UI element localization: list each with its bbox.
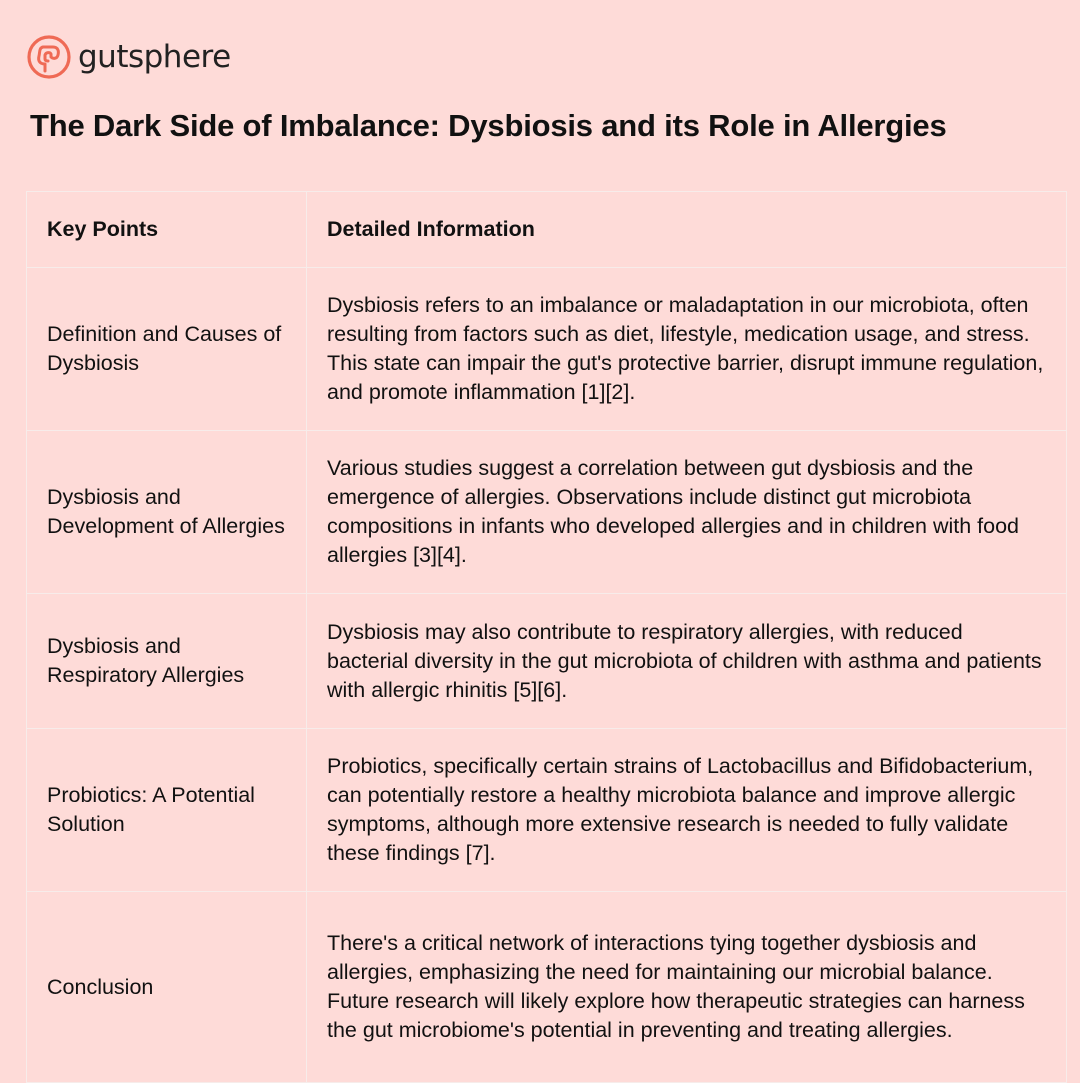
- key-point-cell: Dysbiosis and Respiratory Allergies: [27, 594, 307, 729]
- table-header-row: [27, 192, 1067, 268]
- key-point-cell: Dysbiosis and Development of Allergies: [27, 431, 307, 594]
- brand-logo: [26, 34, 231, 80]
- key-point-cell: Definition and Causes of Dysbiosis: [27, 268, 307, 431]
- detail-cell: Dysbiosis may also contribute to respiratory allergies, with reduced bacterial diversity in the gut microbiota of children with asthma and patients with allergic rhinitis [5][6].: [307, 594, 1067, 729]
- table-row: [27, 268, 1067, 431]
- brand-name: gutsphere: [78, 39, 231, 75]
- page-title: The Dark Side of Imbalance: Dysbiosis and its Role in Allergies: [30, 108, 947, 143]
- detail-cell: Dysbiosis refers to an imbalance or maladaptation in our microbiota, often resulting from factors such as diet, lifestyle, medication usage, and stress. This state can impair the gut's protective barrier, disrupt immune regulation, and promote inflammation [1][2].: [307, 268, 1067, 431]
- key-point-cell: Conclusion: [27, 892, 307, 1083]
- info-table: [26, 191, 1067, 1083]
- table-row: [27, 431, 1067, 594]
- column-header-detailed-information: Detailed Information: [307, 192, 1067, 268]
- column-header-key-points: Key Points: [27, 192, 307, 268]
- table-row: [27, 594, 1067, 729]
- gut-circle-icon: [26, 34, 72, 80]
- detail-cell: There's a critical network of interactions tying together dysbiosis and allergies, emphasizing the need for maintaining our microbial balance. Future research will likely explore how therapeutic strategies can harness the gut microbiome's potential in preventing and treating allergies.: [307, 892, 1067, 1083]
- table-row: [27, 892, 1067, 1083]
- detail-cell: Various studies suggest a correlation between gut dysbiosis and the emergence of allergies. Observations include distinct gut microbiota compositions in infants who developed allergies and in children with food allergies [3][4].: [307, 431, 1067, 594]
- key-point-cell: Probiotics: A Potential Solution: [27, 729, 307, 892]
- table-row: [27, 729, 1067, 892]
- detail-cell: Probiotics, specifically certain strains of Lactobacillus and Bifidobacterium, can potentially restore a healthy microbiota balance and improve allergic symptoms, although more extensive research is needed to fully validate these findings [7].: [307, 729, 1067, 892]
